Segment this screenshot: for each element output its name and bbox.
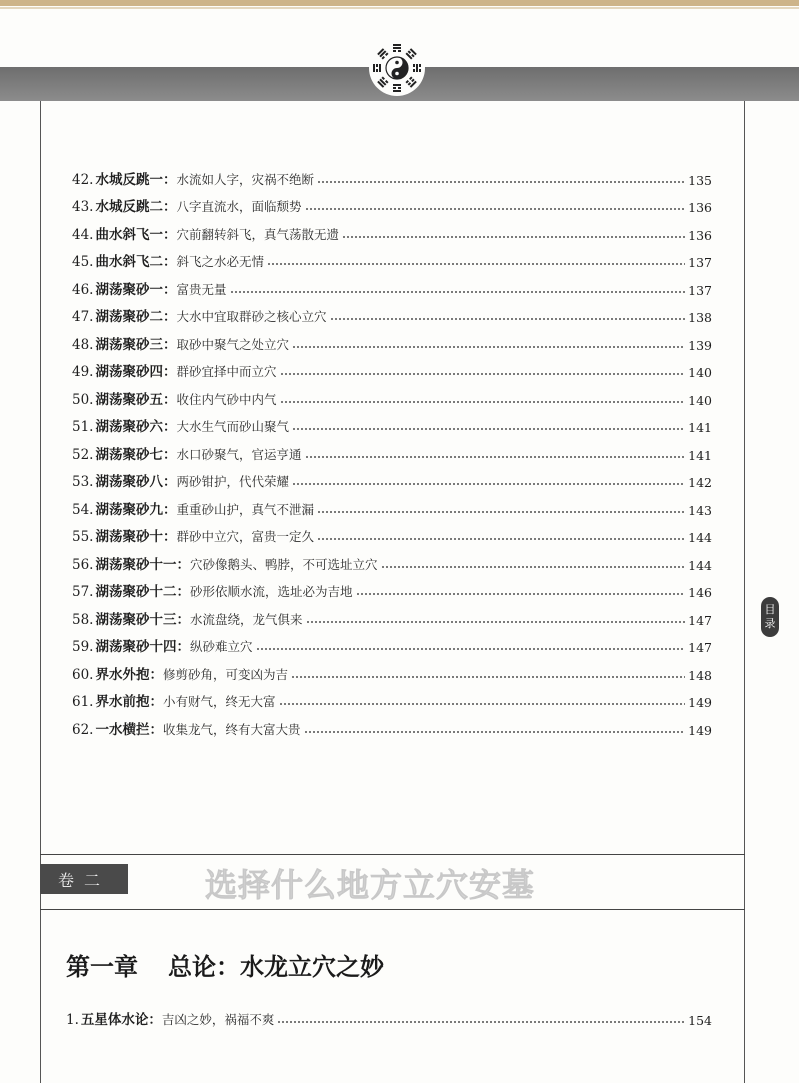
dot-leader [292,482,685,486]
entry-number: 58. [72,611,94,628]
entry-number: 56. [72,556,94,573]
entry-subtitle: 群砂中立穴，富贵一定久 [176,529,314,544]
entry-subtitle: 大水中宜取群砂之核心立穴 [176,309,327,324]
dot-leader [292,427,685,431]
dot-leader [305,207,686,211]
entry-title: 曲水斜飞一： [95,226,177,243]
entry-subtitle: 收住内气砂中内气 [176,391,277,407]
entry-page: 142 [688,475,712,490]
chapter-heading [66,947,384,982]
entry-title: 湖荡聚砂十一： [95,556,190,573]
entry-number: 42. [72,171,94,188]
dot-leader [292,345,685,349]
toc-entry[interactable] [72,298,712,326]
frame-left-rule [40,101,41,1083]
toc-entry[interactable] [72,325,712,353]
dot-leader [304,730,686,734]
top-border-inner [0,7,799,9]
entry-subtitle: 重重砂山护，真气不泄漏 [176,501,314,517]
entry-page: 149 [688,695,712,710]
dot-leader [256,647,686,651]
entry-number: 60. [72,666,94,683]
dot-leader [230,290,686,294]
entry-title: 一水横拦： [95,721,163,738]
entry-title: 界水外抱： [95,666,163,683]
toc-entry[interactable] [72,270,712,298]
entry-page: 140 [688,365,712,380]
entry-number: 53. [72,474,94,490]
entry-number: 57. [72,584,94,600]
entry-subtitle: 纵砂难立穴 [189,639,253,654]
entry-title: 湖荡聚砂九： [95,501,177,518]
entry-number: 51. [72,419,94,435]
bagua-taiji-icon [369,40,425,96]
entry-page: 138 [688,310,712,325]
entry-page: 140 [688,392,712,408]
entry-subtitle: 斜飞之水必无情 [176,254,264,269]
entry-subtitle: 吉凶之妙，祸福不爽 [161,1011,275,1027]
dot-leader [305,455,686,459]
chapter-name: 总论：水龙立穴之妙 [168,952,384,981]
entry-subtitle: 群砂宜择中而立穴 [176,364,277,379]
toc-entry[interactable] [72,490,712,518]
toc-entry[interactable] [72,545,712,573]
entry-subtitle: 富贵无量 [176,281,227,297]
entry-page: 136 [688,227,712,243]
entry-page: 136 [688,200,712,215]
toc-entry[interactable] [72,380,712,408]
entry-title: 湖荡聚砂二： [95,309,177,325]
volume-rule-top [40,854,745,855]
entry-number: 61. [72,694,94,710]
entry-subtitle: 水口砂聚气，官运亨通 [176,446,302,462]
entry-number: 62. [72,721,94,738]
toc-entry[interactable] [72,435,712,463]
dot-leader [277,1020,685,1024]
entry-number: 54. [72,501,94,518]
entry-title: 五星体水论： [80,1011,162,1028]
entry-page: 146 [688,585,712,600]
entry-title: 湖荡聚砂七： [95,446,177,463]
entry-page: 137 [688,282,712,298]
entry-subtitle: 八字直流水，面临颓势 [176,199,302,214]
entry-number: 45. [72,254,94,270]
dot-leader [280,372,686,376]
volume-label: 卷二 [40,864,128,894]
entry-title: 水城反跳二： [95,199,177,215]
toc-entry[interactable] [72,463,712,491]
entry-title: 湖荡聚砂十四： [95,639,190,655]
entry-title: 湖荡聚砂十三： [95,611,190,628]
entry-title: 湖荡聚砂三： [95,336,177,353]
entry-page: 144 [688,530,712,545]
entry-page: 137 [688,255,712,270]
frame-right-rule [744,101,745,1083]
entry-page: 141 [688,420,712,435]
dot-leader [267,262,685,266]
toc-entry[interactable] [72,160,712,188]
dot-leader [306,620,686,624]
entry-title: 湖荡聚砂八： [95,474,177,490]
dot-leader [317,510,685,514]
entry-number: 43. [72,199,94,215]
entry-subtitle: 穴砂像鹅头、鸭脖，不可选址立穴 [189,556,378,572]
toc-entry[interactable] [66,1000,712,1028]
entry-title: 曲水斜飞二： [95,254,177,270]
dot-leader [317,537,685,541]
entry-page: 139 [688,337,712,353]
dot-leader [356,592,686,596]
toc-entry[interactable] [72,628,712,656]
entry-subtitle: 小有财气，终无大富 [162,694,276,709]
toc-entry[interactable] [72,243,712,271]
toc-entry[interactable] [72,573,712,601]
dot-leader [381,565,686,569]
entry-number: 46. [72,281,94,298]
entry-number: 50. [72,391,94,408]
toc-entry[interactable] [72,188,712,216]
entry-number: 49. [72,364,94,380]
entry-page: 154 [688,1012,712,1028]
chapter-toc [66,1000,712,1028]
entry-page: 147 [688,640,712,655]
entry-page: 147 [688,612,712,628]
entry-title: 湖荡聚砂五： [95,391,177,408]
entry-page: 135 [688,172,712,188]
entry-title: 界水前抱： [95,694,163,710]
toc-entry[interactable] [72,408,712,436]
entry-subtitle: 收集龙气，终有大富大贵 [162,721,301,737]
entry-page: 148 [688,667,712,683]
entry-title: 湖荡聚砂十： [95,529,177,545]
entry-subtitle: 大水生气而砂山聚气 [176,419,289,434]
entry-number: 52. [72,446,94,463]
table-of-contents [72,160,712,738]
toc-entry[interactable] [72,710,712,738]
entry-subtitle: 水流盘绕，龙气俱来 [189,611,303,627]
toc-entry[interactable] [72,518,712,546]
entry-title: 湖荡聚砂一： [95,281,177,298]
toc-entry[interactable] [72,215,712,243]
entry-subtitle: 砂形依顺水流，选址必为吉地 [189,584,353,599]
top-border [0,0,799,6]
entry-number: 55. [72,529,94,545]
dot-leader [317,180,685,184]
entry-page: 144 [688,557,712,573]
entry-title: 水城反跳一： [95,171,177,188]
volume-title: 选择什么地方立穴安墓 [205,866,536,904]
entry-title: 湖荡聚砂六： [95,419,177,435]
dot-leader [279,702,686,706]
toc-entry[interactable] [72,353,712,381]
entry-subtitle: 取砂中聚气之处立穴 [176,336,289,352]
dot-leader [291,675,685,679]
entry-page: 143 [688,502,712,518]
entry-number: 44. [72,226,94,243]
dot-leader [280,400,686,404]
entry-subtitle: 两砂钳护，代代荣耀 [176,474,289,489]
dot-leader [342,235,685,239]
entry-subtitle: 修剪砂角，可变凶为吉 [162,666,288,682]
chapter-number: 第一章 [66,952,138,981]
side-tab-char: 目 [764,603,776,616]
entry-subtitle: 水流如人字，灾祸不绝断 [176,171,314,187]
entry-page: 149 [688,722,712,738]
dot-leader [330,317,686,321]
entry-number: 1. [66,1011,79,1028]
contents-side-tab[interactable] [761,597,779,637]
toc-entry[interactable] [72,683,712,711]
entry-title: 湖荡聚砂四： [95,364,177,380]
entry-title: 湖荡聚砂十二： [95,584,190,600]
volume-rule-bottom [40,909,745,910]
entry-number: 47. [72,309,94,325]
entry-number: 59. [72,639,94,655]
toc-entry[interactable] [72,600,712,628]
entry-page: 141 [688,447,712,463]
entry-subtitle: 穴前翻转斜飞，真气荡散无遗 [176,226,339,242]
entry-number: 48. [72,336,94,353]
toc-entry[interactable] [72,655,712,683]
side-tab-char: 录 [764,617,776,630]
